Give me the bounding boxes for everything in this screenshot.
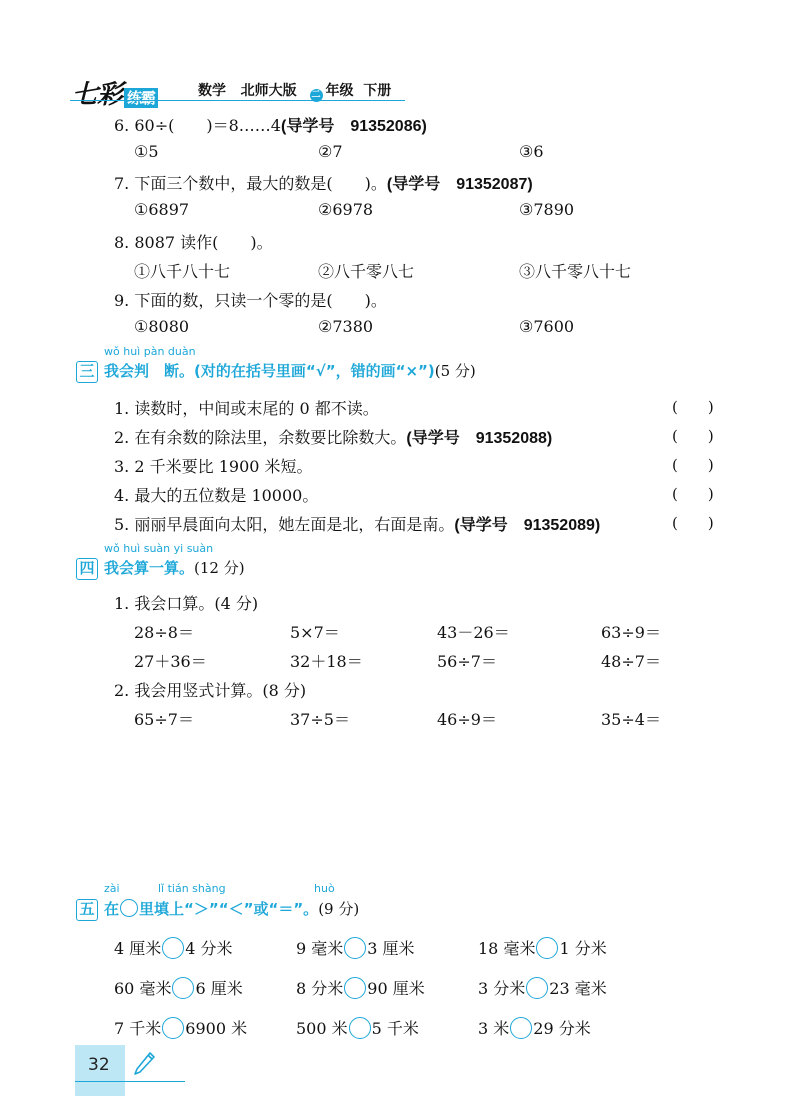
compare-item	[114, 976, 243, 999]
option: ③7600	[519, 317, 575, 336]
option: ①6897	[134, 200, 190, 219]
judge-item-1	[114, 396, 379, 419]
compare-right: 90 厘米	[367, 979, 425, 998]
question-text: 8087 读作( )。	[134, 233, 273, 252]
section-5-number: 五	[76, 899, 98, 921]
header-volume: 下册	[363, 83, 392, 99]
compare-left: 9 毫米	[296, 939, 344, 958]
compare-right: 6 厘米	[195, 979, 243, 998]
compare-item	[478, 976, 607, 999]
section-5-pinyin-a: zài	[104, 882, 120, 895]
section-3-title: 我会判 断。	[104, 362, 195, 380]
calc-item: 56÷7＝	[437, 652, 497, 671]
compare-item	[296, 1016, 419, 1039]
compare-blank[interactable]	[349, 1017, 371, 1039]
section-4-pinyin: wǒ huì suàn yi suàn	[104, 542, 214, 555]
section-3-instruction: (对的在括号里画“√”，错的画“×”)	[194, 362, 435, 380]
compare-item	[478, 936, 607, 959]
compare-right: 3 厘米	[367, 939, 415, 958]
item-number: 1.	[114, 399, 130, 418]
answer-blank[interactable]: ( )	[672, 485, 714, 503]
grade-mark: 二	[311, 90, 321, 100]
calc-item: 5×7＝	[290, 623, 340, 642]
option: ①5	[134, 142, 159, 161]
compare-right: 29 分米	[533, 1019, 591, 1038]
question-number: 6.	[114, 116, 130, 135]
question-text: 下面的数，只读一个零的是( )。	[134, 291, 387, 310]
compare-item	[114, 936, 233, 959]
compare-left: 4 厘米	[114, 939, 162, 958]
judge-item-3	[114, 454, 313, 477]
judge-item-2	[114, 425, 552, 448]
calc-item: 32＋18＝	[290, 652, 363, 671]
section-4-title: 我会算一算。	[104, 559, 195, 577]
section-4-score: (12 分)	[194, 559, 245, 577]
judge-item-5	[114, 512, 600, 535]
header-subject: 数学	[198, 83, 226, 99]
item-number: 2.	[114, 428, 130, 447]
calc-item: 37÷5＝	[290, 710, 350, 729]
section-5-title-b: 里填上	[139, 900, 185, 918]
compare-item	[114, 1016, 247, 1039]
guide-number: (导学号 91352088)	[406, 430, 553, 447]
question-7	[114, 171, 533, 194]
calc-item: 46÷9＝	[437, 710, 497, 729]
calc-item: 63÷9＝	[601, 623, 661, 642]
compare-blank[interactable]	[344, 937, 366, 959]
calc-item: 35÷4＝	[601, 710, 661, 729]
question-6	[114, 113, 427, 136]
compare-item	[296, 936, 415, 959]
section-3-score: (5 分)	[434, 362, 476, 380]
section-5-heading	[76, 898, 359, 921]
judge-item-4	[114, 483, 318, 506]
header-info	[198, 80, 391, 102]
compare-left: 7 千米	[114, 1019, 162, 1038]
compare-right: 4 分米	[185, 939, 233, 958]
question-number: 7.	[114, 174, 130, 193]
question-text: 下面三个数中，最大的数是( )。	[134, 174, 387, 193]
answer-blank[interactable]: ( )	[672, 514, 714, 532]
item-text: 在有余数的除法里，余数要比除数大。	[134, 428, 407, 447]
section-5-pinyin-c: huò	[314, 882, 335, 895]
question-text: 60÷( )＝8……4	[134, 116, 281, 135]
compare-blank[interactable]	[344, 977, 366, 999]
calc-item: 28÷8＝	[134, 623, 194, 642]
answer-blank[interactable]: ( )	[672, 427, 714, 445]
compare-item	[296, 976, 425, 999]
item-text: 丽丽早晨面向太阳，她左面是北，右面是南。	[134, 515, 455, 534]
compare-right: 5 千米	[371, 1019, 419, 1038]
item-number: 4.	[114, 486, 130, 505]
circle-icon	[120, 899, 138, 917]
question-9	[114, 288, 387, 311]
header-edition: 北师大版	[240, 83, 297, 99]
option: ③八千零八十七	[519, 262, 632, 281]
item-text: 读数时，中间或末尾的 0 都不读。	[134, 399, 379, 418]
calc-item: 48÷7＝	[601, 652, 661, 671]
section-5-title-c: “＞”“＜”或“＝”。	[184, 900, 319, 918]
section-3-pinyin: wǒ huì pàn duàn	[104, 345, 196, 358]
option: ②7380	[318, 317, 374, 336]
compare-left: 60 毫米	[114, 979, 172, 998]
section-5-pinyin-b: lǐ tián shàng	[158, 882, 226, 895]
option: ①八千八十七	[134, 262, 231, 281]
option: ②6978	[318, 200, 374, 219]
compare-left: 8 分米	[296, 979, 344, 998]
question-8	[114, 230, 273, 253]
option: ③6	[519, 142, 544, 161]
guide-number: (导学号 91352087)	[386, 176, 533, 193]
question-number: 9.	[114, 291, 130, 310]
logo-text-b: 练霸	[124, 88, 158, 108]
compare-item	[478, 1016, 591, 1039]
compare-right: 23 毫米	[549, 979, 607, 998]
page-number: 32	[88, 1055, 110, 1075]
calc-item: 65÷7＝	[134, 710, 194, 729]
brand-logo	[72, 74, 158, 111]
option: ②7	[318, 142, 343, 161]
option: ②八千零八七	[318, 262, 415, 281]
header-grade: 年级	[325, 83, 354, 99]
pencil-icon	[130, 1050, 156, 1082]
compare-blank[interactable]	[162, 1017, 184, 1039]
compare-left: 18 毫米	[478, 939, 536, 958]
option: ③7890	[519, 200, 575, 219]
guide-number: (导学号 91352089)	[454, 517, 601, 534]
header-rule	[70, 100, 405, 101]
item-number: 3.	[114, 457, 130, 476]
guide-number: (导学号 91352086)	[280, 118, 427, 135]
compare-blank[interactable]	[510, 1017, 532, 1039]
compare-left: 500 米	[296, 1019, 348, 1038]
item-text: 最大的五位数是 10000。	[134, 486, 319, 505]
compare-blank[interactable]	[536, 937, 558, 959]
logo-text-a: 七彩	[72, 80, 123, 110]
oral-calc-label: 1. 我会口算。(4 分)	[114, 594, 259, 613]
section-4-number: 四	[76, 558, 98, 580]
compare-blank[interactable]	[172, 977, 194, 999]
compare-right: 6900 米	[185, 1019, 248, 1038]
section-5-title-a: 在	[104, 900, 120, 918]
answer-blank[interactable]: ( )	[672, 398, 714, 416]
section-5-score: (9 分)	[318, 900, 360, 918]
answer-blank[interactable]: ( )	[672, 456, 714, 474]
item-text: 2 千米要比 1900 米短。	[134, 457, 313, 476]
compare-left: 3 分米	[478, 979, 526, 998]
compare-left: 3 米	[478, 1019, 510, 1038]
section-3-heading	[76, 360, 476, 383]
item-number: 5.	[114, 515, 130, 534]
vertical-calc-label: 2. 我会用竖式计算。(8 分)	[114, 681, 307, 700]
question-number: 8.	[114, 233, 130, 252]
compare-blank[interactable]	[526, 977, 548, 999]
section-4-heading	[76, 557, 245, 580]
section-3-number: 三	[76, 361, 98, 383]
option: ①8080	[134, 317, 190, 336]
compare-right: 1 分米	[559, 939, 607, 958]
compare-blank[interactable]	[162, 937, 184, 959]
calc-item: 43－26＝	[437, 623, 510, 642]
calc-item: 27＋36＝	[134, 652, 207, 671]
